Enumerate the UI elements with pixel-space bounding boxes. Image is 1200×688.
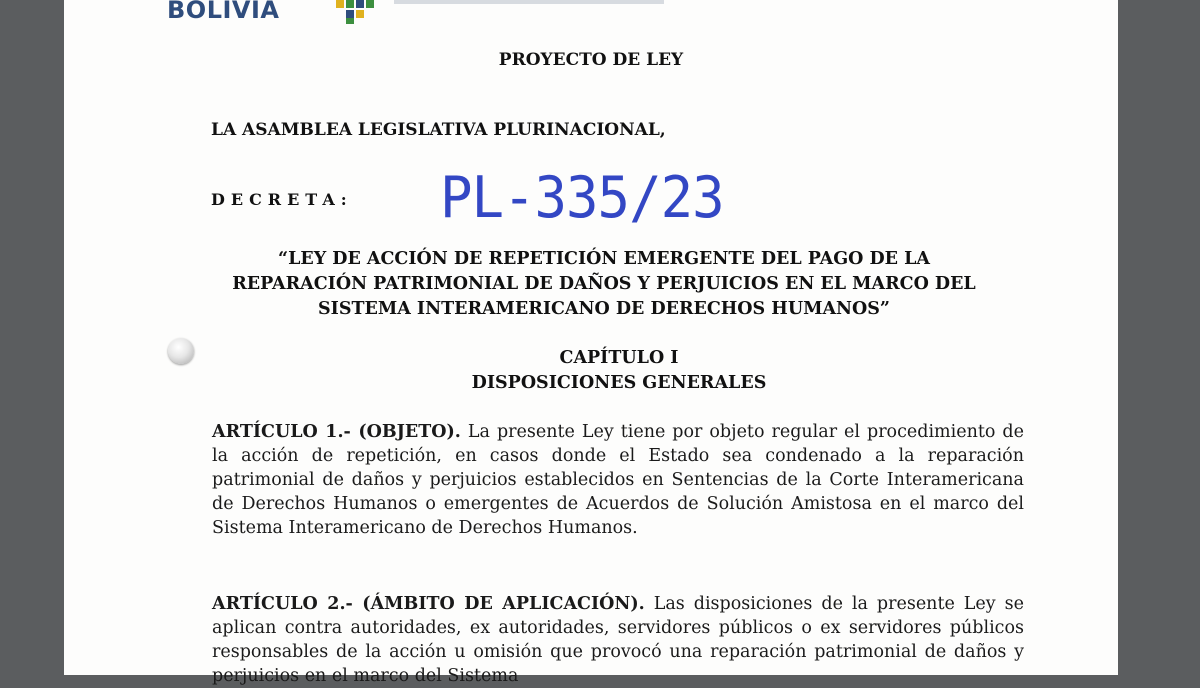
article-text: La presente Ley tiene por objeto regular el procedimiento de la acción de repetición, en casos donde el Estado sea condenado a la reparación patrimonial de daños y perjuicios establecidos en Sentencias de la Corte Interamericana de Derechos Humanos o emergentes de Acuerdos de Solución Amistosa en el marco del Sistema Interamericano de Derechos Humanos.	[212, 422, 1024, 538]
article-heading: ARTÍCULO 2.- (ÁMBITO DE APLICACIÓN).	[212, 594, 645, 614]
law-title	[164, 247, 1044, 322]
law-title-line: REPARACIÓN PATRIMONIAL DE DAÑOS Y PERJUICIOS EN EL MARCO DEL	[232, 274, 976, 294]
header-strip	[394, 0, 664, 4]
decreta-label: DECRETA:	[211, 190, 353, 209]
law-title-line: SISTEMA INTERAMERICANO DE DERECHOS HUMANOS”	[318, 299, 890, 319]
chapter-subtitle: DISPOSICIONES GENERALES	[471, 373, 767, 393]
bill-number-stamp: PL-335/23	[440, 164, 724, 231]
article-2	[212, 592, 1024, 688]
article-heading: ARTÍCULO 1.- (OBJETO).	[212, 422, 461, 442]
bolivia-logo-text: BOLIVIA	[167, 0, 280, 24]
chapter-heading	[64, 346, 1174, 396]
document-title: PROYECTO DE LEY	[498, 50, 684, 70]
document-page	[64, 0, 1118, 686]
article-1	[212, 420, 1024, 540]
bolivia-emblem-icon	[332, 0, 392, 26]
punch-hole	[168, 338, 194, 364]
article-text: Las disposiciones de la presente Ley se aplican contra autoridades, ex autoridades, servidores públicos o ex servidores públicos responsables de la acción u omisión que provocó una reparación patrimonial de daños y perjuicios en el marco del Sistema	[212, 594, 1024, 686]
chapter-number: CAPÍTULO I	[559, 348, 679, 368]
assembly-line: LA ASAMBLEA LEGISLATIVA PLURINACIONAL,	[211, 120, 666, 140]
law-title-line: “LEY DE ACCIÓN DE REPETICIÓN EMERGENTE DEL PAGO DE LA	[278, 249, 930, 269]
